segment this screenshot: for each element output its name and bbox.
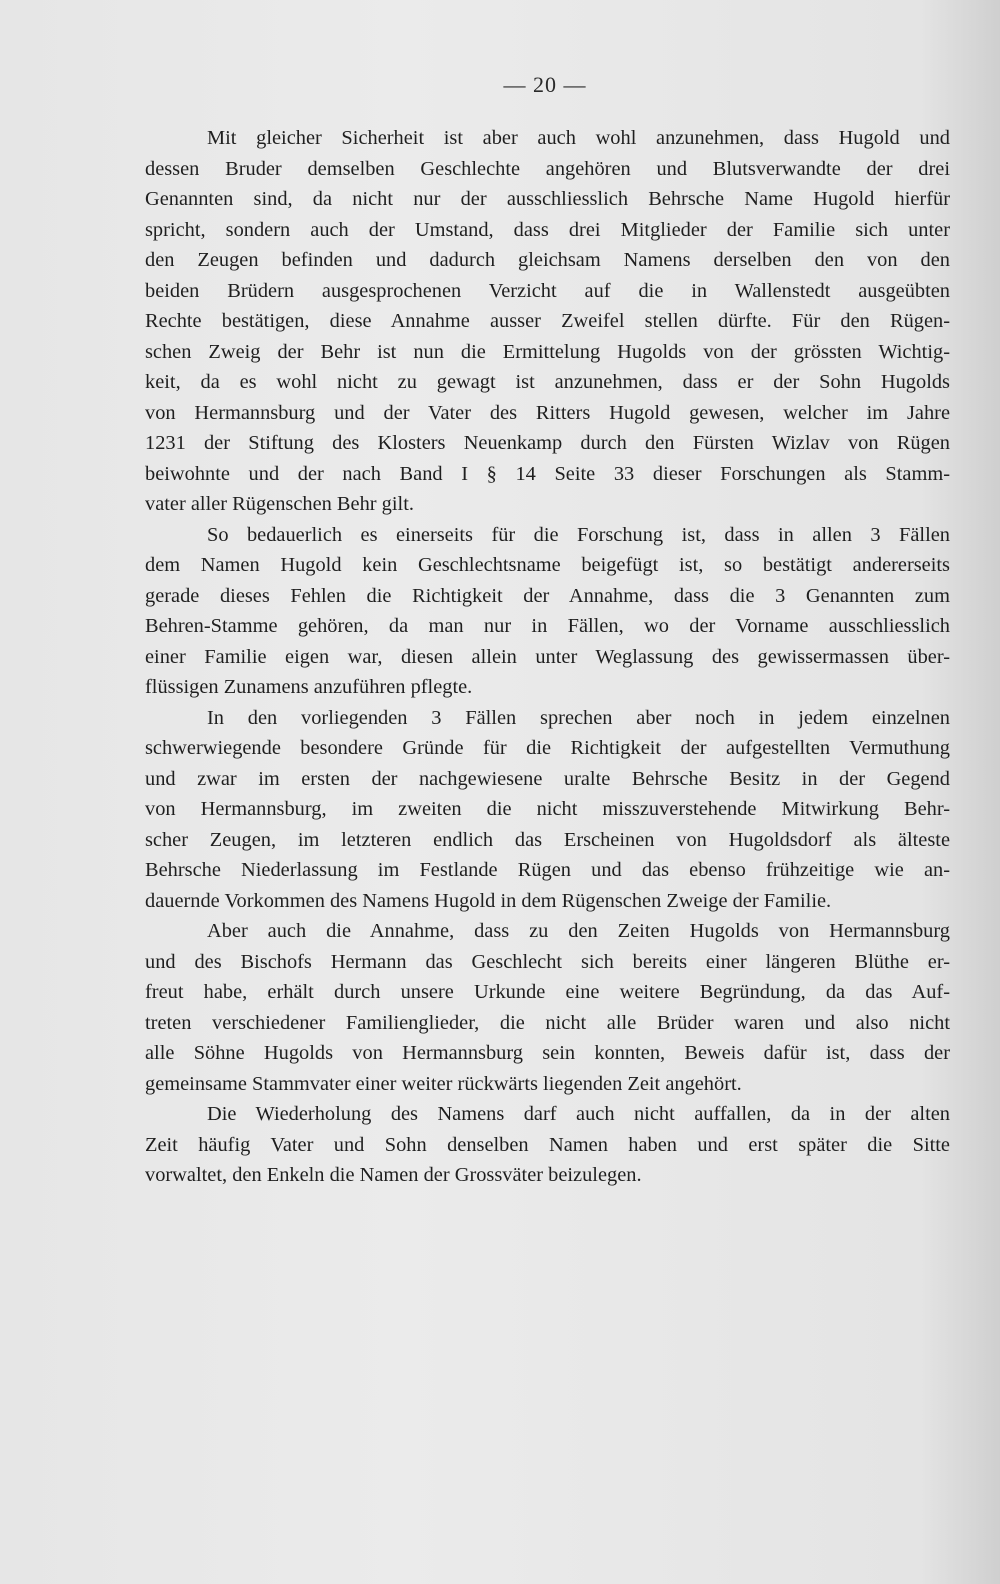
text-line: gemeinsame Stammvater einer weiter rückwärts liegenden Zeit angehört. <box>145 1072 742 1095</box>
text-line: beiwohnte und der nach Band I § 14 Seite 33 dieser Forschungen als Stamm- <box>145 462 950 485</box>
text-line: Die Wiederholung des Namens darf auch nicht auffallen, da in der alten <box>207 1103 950 1125</box>
text-line: freut habe, erhält durch unsere Urkunde eine weitere Begründung, da das Auf- <box>145 981 950 1003</box>
text-line: einer Familie eigen war, diesen allein unter Weglassung des gewissermassen über- <box>145 645 950 668</box>
text-line: schen Zweig der Behr ist nun die Ermittelung Hugolds von der grössten Wichtig- <box>145 340 950 363</box>
text-line: flüssigen Zunamens anzuführen pflegte. <box>145 676 473 698</box>
paragraph-4 <box>145 916 950 1099</box>
text-line: von Hermannsburg und der Vater des Ritters Hugold gewesen, welcher im Jahre <box>145 401 950 424</box>
text-line: vorwaltet, den Enkeln die Namen der Grossväter beizulegen. <box>145 1164 642 1186</box>
text-line: Mit gleicher Sicherheit ist aber auch wohl anzunehmen, dass Hugold und <box>207 127 950 149</box>
text-line: dem Namen Hugold kein Geschlechtsname beigefügt ist, so bestätigt andererseits <box>145 554 950 576</box>
text-line: und des Bischofs Hermann das Geschlecht sich bereits einer längeren Blüthe er- <box>145 950 950 973</box>
text-line: den Zeugen befinden und dadurch gleichsam Namens derselben den von den <box>145 249 950 271</box>
text-line: Rechte bestätigen, diese Annahme ausser Zweifel stellen dürfte. Für den Rügen- <box>145 310 950 332</box>
text-line: spricht, sondern auch der Umstand, dass drei Mitglieder der Familie sich unter <box>145 218 950 241</box>
text-line: dessen Bruder demselben Geschlechte angehören und Blutsverwandte der drei <box>145 157 950 180</box>
text-line: von Hermannsburg, im zweiten die nicht misszuverstehende Mitwirkung Behr- <box>145 798 950 820</box>
text-line: So bedauerlich es einerseits für die Forschung ist, dass in allen 3 Fällen <box>207 523 950 546</box>
text-line: Genannten sind, da nicht nur der ausschliesslich Behrsche Name Hugold hierfür <box>145 188 950 210</box>
text-line: gerade dieses Fehlen die Richtigkeit der Annahme, dass die 3 Genannten zum <box>145 584 950 607</box>
page-number: — 20 — <box>503 72 587 97</box>
text-line: vater aller Rügenschen Behr gilt. <box>145 493 414 515</box>
text-line: schwerwiegende besondere Gründe für die Richtigkeit der aufgestellten Vermuthung <box>145 737 950 759</box>
text-line: dauernde Vorkommen des Namens Hugold in dem Rügenschen Zweige der Familie. <box>145 889 832 912</box>
paragraph-2 <box>145 520 950 703</box>
text-line: scher Zeugen, im letzteren endlich das Erscheinen von Hugoldsdorf als älteste <box>145 828 950 851</box>
paragraph-5 <box>145 1099 950 1191</box>
text-line: alle Söhne Hugolds von Hermannsburg sein konnten, Beweis dafür ist, dass der <box>145 1042 950 1064</box>
text-line: Aber auch die Annahme, dass zu den Zeiten Hugolds von Hermannsburg <box>207 920 950 942</box>
body-text <box>145 123 950 1191</box>
text-line: treten verschiedener Familienglieder, die nicht alle Brüder waren und also nicht <box>145 1011 950 1034</box>
paragraph-3 <box>145 703 950 917</box>
text-line: In den vorliegenden 3 Fällen sprechen aber noch in jedem einzelnen <box>207 706 950 729</box>
text-line: Zeit häufig Vater und Sohn denselben Namen haben und erst später die Sitte <box>145 1133 950 1156</box>
text-line: Behren-Stamme gehören, da man nur in Fällen, wo der Vorname ausschliesslich <box>145 615 950 637</box>
text-line: und zwar im ersten der nachgewiesene uralte Behrsche Besitz in der Gegend <box>145 767 950 790</box>
text-line: Behrsche Niederlassung im Festlande Rügen und das ebenso frühzeitige wie an- <box>145 859 950 881</box>
paragraph-1 <box>145 123 950 520</box>
text-line: 1231 der Stiftung des Klosters Neuenkamp durch den Fürsten Wizlav von Rügen <box>145 432 950 454</box>
text-line: keit, da es wohl nicht zu gewagt ist anzunehmen, dass er der Sohn Hugolds <box>145 371 950 393</box>
text-line: beiden Brüdern ausgesprochenen Verzicht auf die in Wallenstedt ausgeübten <box>145 279 950 302</box>
